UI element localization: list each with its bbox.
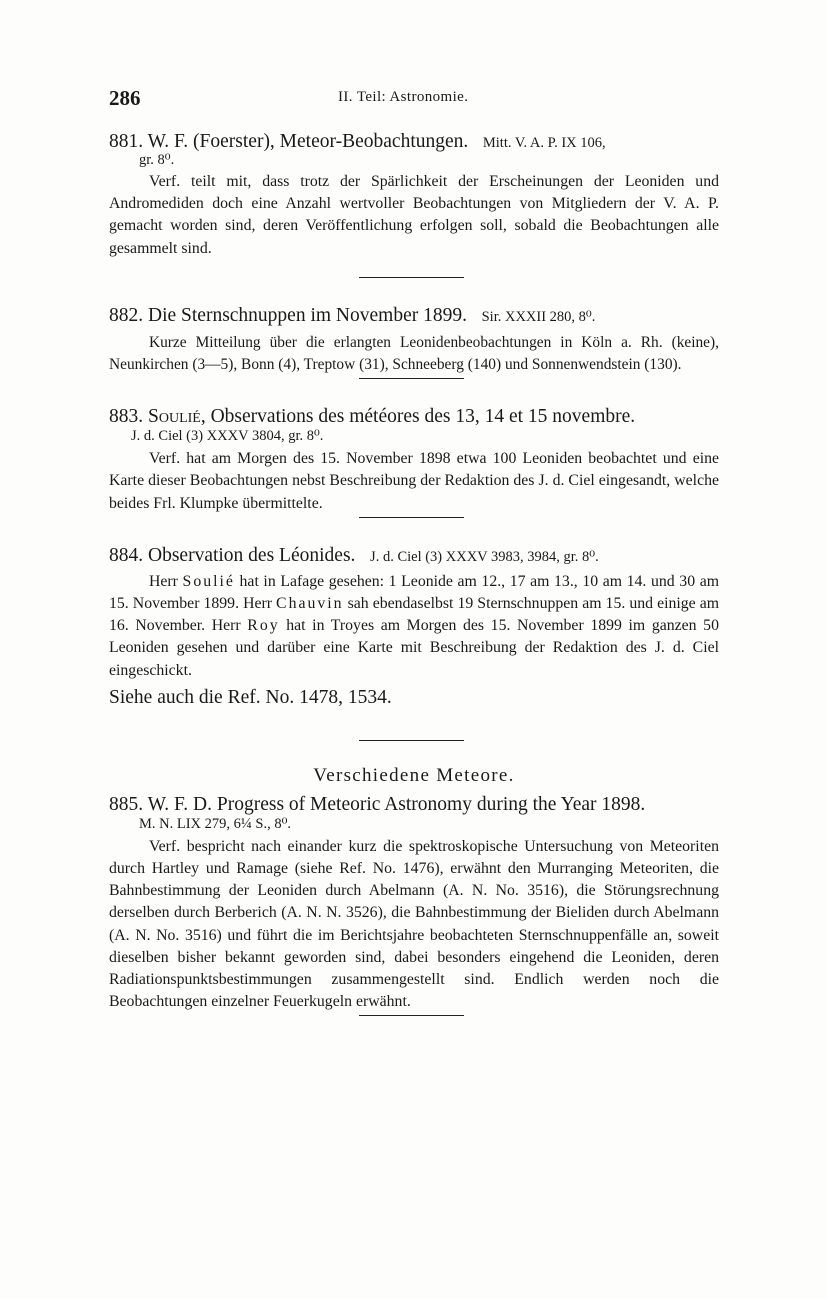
entry-text: Kurze Mitteilung über die erlangten Leonidenbeobachtungen in Köln a. Rh. (keine), Neunkirchen (3—5), Bonn (4), Treptow (31), Schneeberg (140) und Sonnenwendstein (130).: [109, 333, 719, 374]
running-header: [109, 86, 719, 112]
entry-title: [109, 544, 719, 569]
entry-heading: 884. Observation des Léonides.: [109, 544, 356, 566]
separator-rule: [359, 1015, 464, 1016]
entry-885: [109, 793, 719, 1014]
entry-883: [109, 405, 719, 515]
entry-text: Verf. hat am Morgen des 15. November 1898 etwa 100 Leoniden beobachtet und eine Karte dieser Beobachtungen nebst Beschreibung der Redaktion des J. d. Ciel eingesandt, welche beides Frl. Klumpke übermittelte.: [109, 450, 719, 512]
page-number: 286: [109, 86, 141, 110]
entry-author: Soulié: [148, 406, 201, 428]
entry-881: [109, 130, 719, 260]
running-head: II. Teil: Astronomie.: [338, 89, 469, 105]
entry-heading: 881. W. F. (Foerster), Meteor-Beobachtungen.: [109, 131, 469, 152]
entry-title: [109, 304, 719, 329]
entry-title: [109, 405, 719, 428]
entry-source: Mitt. V. A. P. IX 106,: [482, 135, 606, 151]
see-also: Siehe auch die Ref. No. 1478, 1534.: [109, 686, 392, 708]
person-name: Soulié: [182, 572, 235, 590]
entry-884: [109, 544, 719, 710]
entry-text: [109, 571, 719, 682]
entry-source: J. d. Ciel (3) XXXV 3983, 3984, gr. 8⁰.: [370, 548, 599, 565]
separator-rule: [359, 378, 464, 379]
page-body: [109, 130, 719, 1016]
entry-882: [109, 304, 719, 376]
separator-rule: [359, 517, 464, 518]
entry-source: Sir. XXXII 280, 8⁰.: [481, 308, 596, 325]
person-name: Roy: [247, 617, 280, 635]
entry-number: 883.: [109, 406, 144, 428]
person-name: Chauvin: [276, 595, 344, 613]
entry-source: M. N. LIX 279, 6¼ S., 8⁰.: [139, 815, 292, 832]
text-run: hat in Lafage gesehen: 1 Leonide am 12., 17 am 13., 10 am 14. und 30 am 15. November 1899. Herr: [109, 572, 719, 613]
entry-text: Verf. bespricht nach einander kurz die spektroskopische Untersuchung von Meteoriten durch Hartley und Ramage (siehe Ref. No. 1476), erwähnt den Murranging Meteoriten, die Bahnbestimmung der Leoniden durch Abelmann (A. N. No. 3516), die Störungsrechnung derselben durch Berberich (A. N. N. 3526), die Bahnbestimmung der Bieliden durch Abelmann (A. N. No. 3516) und führt die im Berichtsjahre beobachteten Sternschnuppenfälle an, soweit dieselben bisher bekannt geworden sind, dabei besonders eingehend die Leoniden, deren Radiationspunktsbestimmungen zusammengestellt sind. Endlich werden noch die Beobachtungen einzelner Feuerkugeln erwähnt.: [109, 837, 719, 1011]
section-heading: Verschiedene Meteore.: [313, 764, 515, 786]
separator-rule: [359, 277, 464, 278]
separator-rule: [359, 740, 464, 741]
entry-heading: , Observations des météores des 13, 14 et 15 novembre.: [200, 406, 636, 428]
text-run: hat in Troyes am Morgen des 15. November 1899 im ganzen 50 Leoniden gesehen und darüber eine Karte mit Beschreibung der Redaktion des J. d. Ciel eingeschickt.: [109, 617, 719, 679]
entry-text: Verf. teilt mit, dass trotz der Spärlichkeit der Erscheinungen der Leoniden und Andromediden doch eine Anzahl wertvoller Beobachtungen von Mitgliedern der V. A. P. gemacht worden sind, deren Veröffentlichung erfolgen soll, sobald die Beobachtungen alle gesammelt sind.: [109, 173, 719, 257]
text-run: Herr: [149, 572, 183, 590]
entry-heading: 882. Die Sternschnuppen im November 1899.: [109, 304, 467, 326]
entry-source: J. d. Ciel (3) XXXV 3804, gr. 8⁰.: [131, 428, 324, 445]
text-run: sah ebendaselbst 19 Sternschnuppen am 15. und einige am 16. November. Herr: [109, 595, 719, 635]
entry-title: 885. W. F. D. Progress of Meteoric Astronomy during the Year 1898.: [109, 793, 646, 815]
entry-source-cont: gr. 8⁰.: [139, 152, 175, 168]
